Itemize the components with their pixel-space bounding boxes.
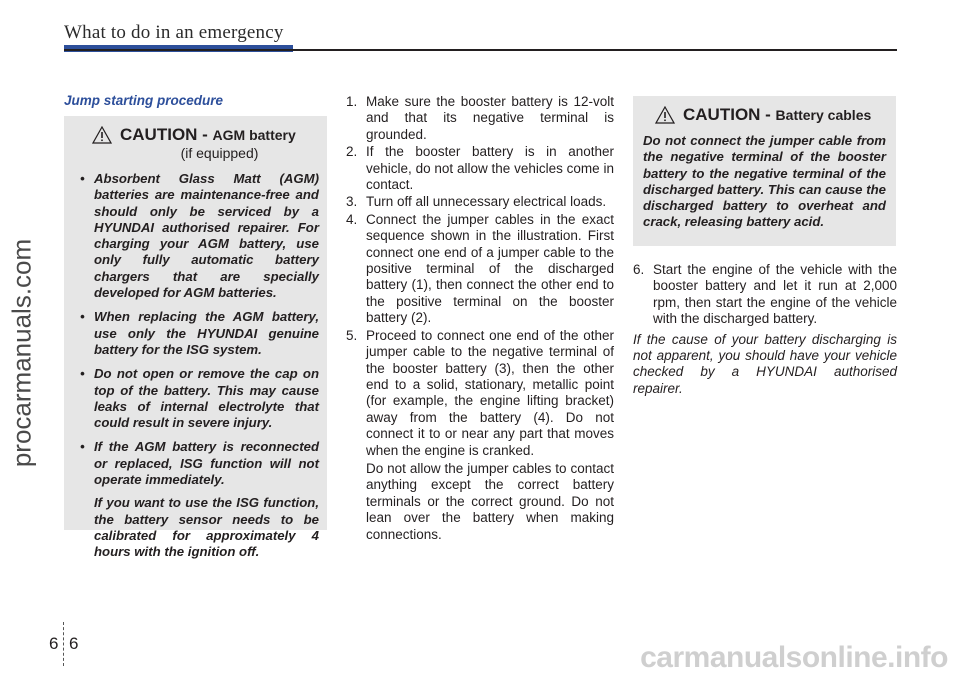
side-watermark: [2, 118, 42, 588]
caution-label: CAUTION -: [120, 125, 213, 144]
page-number: 6: [69, 634, 79, 653]
caution-text: Do not connect the jumper cable from the negative terminal of the booster battery to the negative terminal of the discharged battery. This can cause the discharged battery to overheat and crack, releasing battery acid.: [643, 133, 886, 230]
caution-subtitle: AGM battery: [212, 127, 296, 143]
section-heading: Jump starting procedure: [64, 93, 224, 108]
caution-box-battery-cables: [633, 96, 896, 246]
caution-heading: [643, 106, 886, 125]
page-number-divider: [63, 622, 64, 666]
page-header-title: What to do in an emergency: [64, 22, 284, 43]
footer-watermark: carmanualsonline.info: [640, 641, 948, 674]
procedure-step: 6. Start the engine of the vehicle with the booster battery and let it run at 2,000 rpm, then start the engine of the vehicle with the discharged battery.: [633, 262, 897, 327]
chapter-number: 6: [49, 634, 59, 653]
caution-box-agm-battery: [64, 116, 327, 560]
caution-subtitle: Battery cables: [775, 107, 872, 123]
step-note: Do not allow the jumper cables to contact anything except the correct battery terminals or the correct ground. Do not lean over the battery when making connections.: [366, 460, 614, 542]
caution-bullet-continuation: If you want to use the ISG function, the battery sensor needs to be calibrated for approximately 4 hours with the ignition off.: [94, 495, 319, 560]
header-rule: [64, 49, 897, 51]
procedure-step: 3. Turn off all unnecessary electrical loads.: [346, 194, 607, 210]
caution-label: CAUTION -: [683, 105, 776, 124]
caution-bullet: • If the AGM battery is reconnected or replaced, ISG function will not operate immediately. If you want to use the ISG function, the battery sensor needs to be calibrated for approximately 4 hours with the ignition off.: [80, 439, 319, 560]
procedure-step: 4. Connect the jumper cables in the exact sequence shown in the illustration. First connect one end of a jumper cable to the positive terminal of the discharged battery (1), then connect the other end to the positive terminal on the booster battery (2).: [346, 211, 614, 326]
caution-bullet: • When replacing the AGM battery, use only the HYUNDAI genuine battery for the ISG system.: [80, 309, 319, 357]
procedure-steps: [346, 94, 614, 543]
warning-triangle-icon: [92, 126, 112, 144]
caution-bullet: • Absorbent Glass Matt (AGM) batteries are maintenance-free and should only be serviced by a HYUNDAI authorised repairer. For charging your AGM battery, use only fully automatic battery chargers that are specially developed for AGM batteries.: [80, 171, 319, 301]
caution-bullet: • Do not open or remove the cap on top of the battery. This may cause leaks of internal electrolyte that could result in severe injury.: [80, 366, 319, 431]
procedure-step: 1. Make sure the booster battery is 12-volt and that its negative terminal is grounded.: [346, 94, 614, 142]
warning-triangle-icon: [655, 106, 675, 124]
caution-heading: [80, 126, 319, 145]
procedure-step: 2. If the booster battery is in another vehicle, do not allow the vehicles come in contact.: [346, 144, 614, 193]
caution-subtitle-line2: (if equipped): [180, 145, 259, 161]
procedure-step-6: [633, 262, 897, 397]
advice-note: If the cause of your battery discharging is not apparent, you should have your vehicle checked by a HYUNDAI authorised repairer.: [633, 331, 897, 396]
procedure-step: 5. Proceed to connect one end of the other jumper cable to the negative terminal of the booster battery (3), then the other end to a solid, stationary, metallic point (for example, the engine lifting bracket) away from the battery (4). Do not connect it to or near any part that moves when the engine is cranked.: [346, 327, 614, 458]
side-watermark-text: procarmanuals.com: [6, 238, 37, 468]
caution-bullet-list: [80, 171, 319, 561]
